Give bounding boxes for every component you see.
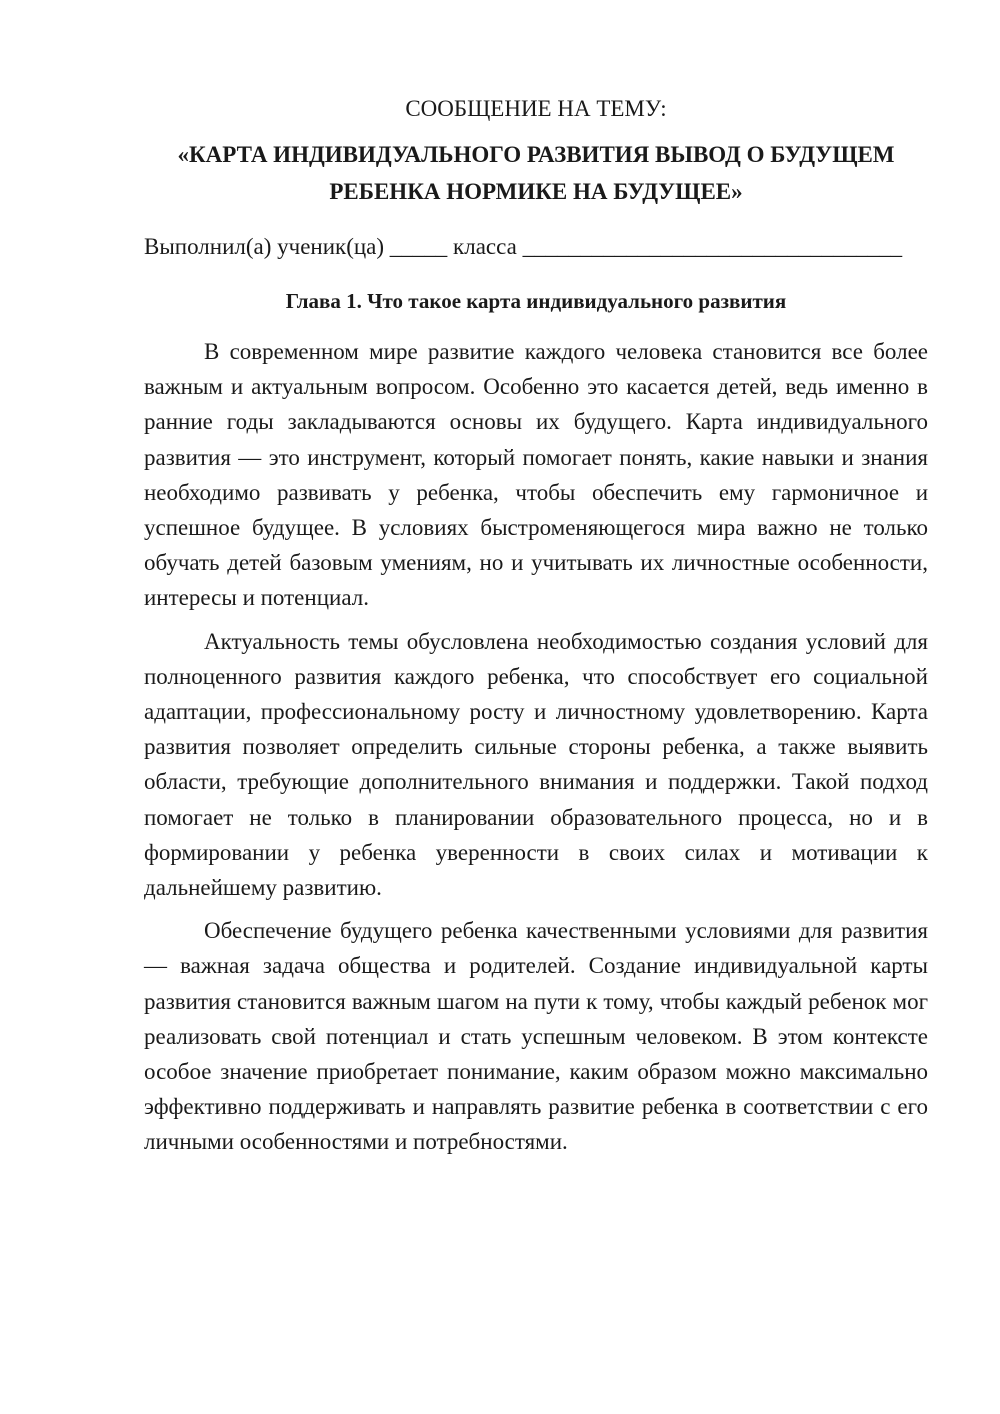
paragraph-2: Актуальность темы обусловлена необходимостью создания условий для полноценного развития каждого ребенка, что способствует его социальной адаптации, профессиональному росту и личностному удовлетворению. Карта развития позволяет определить сильные стороны ребенка, а также выявить области, требующие дополнительного внимания и поддержки. Такой подход помогает не только в планировании образовательного процесса, но и в формировании у ребенка уверенности в своих силах и мотивации к дальнейшему развитию. (144, 628, 928, 901)
document-header: СООБЩЕНИЕ НА ТЕМУ: (405, 96, 667, 121)
document-title-line-2: РЕБЕНКА НОРМИКЕ НА БУДУЩЕЕ» (329, 179, 743, 204)
author-line: Выполнил(а) ученик(ца) _____ класса _________________________________ (144, 234, 903, 259)
paragraph-1: В современном мире развитие каждого человека становится все более важным и актуальным вопросом. Особенно это касается детей, ведь именно в ранние годы закладываются основы их будущего. Карта индивидуального развития — это инструмент, который помогает понять, какие навыки и знания необходимо развивать у ребенка, чтобы обеспечить ему гармоничное и успешное будущее. В условиях быстроменяющегося мира важно не только обучать детей базовым умениям, но и учитывать их личностные особенности, интересы и потенциал. (144, 339, 928, 611)
document-title (144, 136, 928, 210)
document-title-line-1: «КАРТА ИНДИВИДУАЛЬНОГО РАЗВИТИЯ ВЫВОД О БУДУЩЕМ (177, 142, 895, 167)
chapter-title: Глава 1. Что такое карта индивидуального развития (285, 289, 787, 313)
document-page (144, 92, 928, 1160)
paragraph-3: Обеспечение будущего ребенка качественными условиями для развития — важная задача общества и родителей. Создание индивидуальной карты развития становится важным шагом на пути к тому, чтобы каждый ребенок мог реализовать свой потенциал и стать успешным человеком. В этом контексте особое значение приобретает понимание, каким образом можно максимально эффективно поддерживать и направлять развитие ребенка в соответствии с его личными особенностями и потребностями. (144, 918, 928, 1155)
